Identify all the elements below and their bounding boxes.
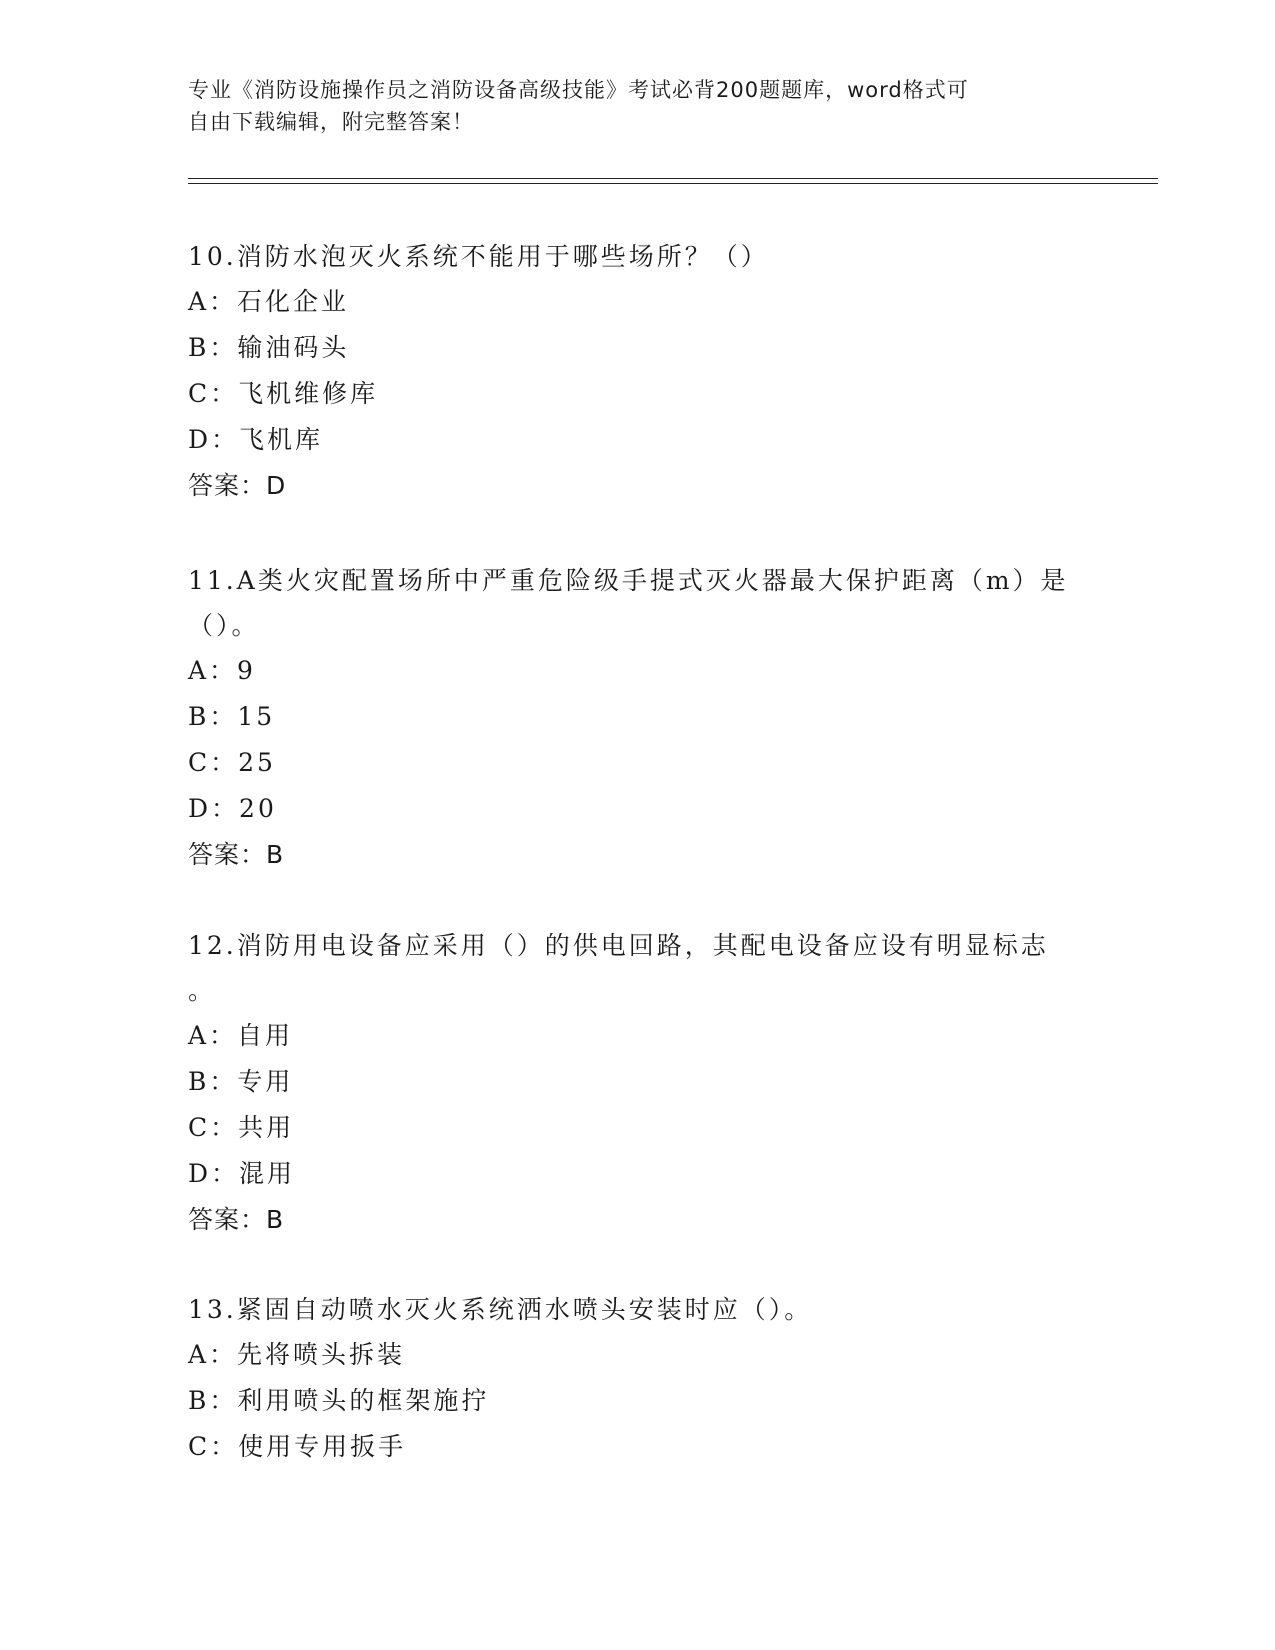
- option-d: D：飞机库: [188, 425, 324, 454]
- question-13: [188, 1287, 1088, 1470]
- question-11: [188, 558, 1088, 878]
- option-a: A：石化企业: [188, 287, 350, 316]
- option-b: B：15: [188, 702, 276, 731]
- option-c: C：25: [188, 748, 276, 777]
- question-stem-continued: 。: [188, 976, 217, 1005]
- question-12: [188, 923, 1088, 1243]
- answer: 答案：B: [188, 840, 285, 869]
- question-stem: 12.消防用电设备应采用（）的供电回路，其配电设备应设有明显标志: [188, 931, 1049, 960]
- option-c: C：飞机维修库: [188, 379, 379, 408]
- question-stem: 10.消防水泡灭火系统不能用于哪些场所？（）: [188, 242, 769, 271]
- question-10: [188, 234, 1088, 509]
- option-a: A：先将喷头拆装: [188, 1340, 406, 1369]
- option-a: A：9: [188, 656, 256, 685]
- header-line-1: 专业《消防设施操作员之消防设备高级技能》考试必背200题题库，word格式可: [188, 78, 969, 102]
- option-b: B：专用: [188, 1067, 294, 1096]
- option-c: C：共用: [188, 1113, 295, 1142]
- option-c: C：使用专用扳手: [188, 1432, 407, 1461]
- answer: 答案：D: [188, 471, 287, 500]
- question-stem-continued: （）。: [188, 611, 260, 640]
- option-d: D：混用: [188, 1159, 296, 1188]
- question-stem: 11.A类火灾配置场所中严重危险级手提式灭火器最大保护距离（m）是: [188, 566, 1069, 595]
- question-stem: 13.紧固自动喷水灭火系统洒水喷头安装时应（）。: [188, 1295, 813, 1324]
- header-line-2: 自由下载编辑，附完整答案！: [188, 110, 474, 134]
- option-b: B：输油码头: [188, 333, 350, 362]
- option-a: A：自用: [188, 1021, 294, 1050]
- answer: 答案：B: [188, 1205, 285, 1234]
- header-divider-top: [188, 178, 1158, 179]
- document-header: [188, 74, 1088, 138]
- header-divider-bottom: [188, 183, 1158, 184]
- option-b: B：利用喷头的框架施拧: [188, 1386, 490, 1415]
- option-d: D：20: [188, 794, 277, 823]
